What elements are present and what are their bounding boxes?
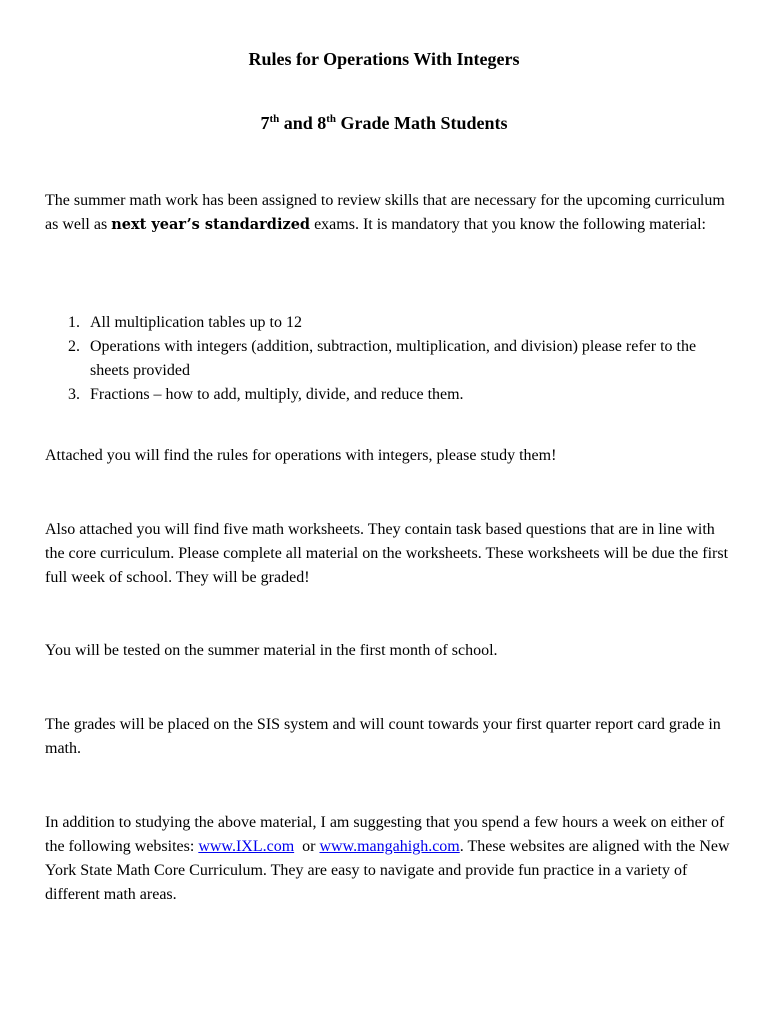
superscript-th: th: [269, 113, 280, 125]
websites-paragraph: [45, 811, 735, 907]
attached-rules-paragraph: Attached you will find the rules for operations with integers, please study them!: [45, 447, 557, 464]
list-item-text: Operations with integers (addition, subtraction, multiplication, and division) please refer to the sheets provided: [90, 338, 697, 379]
page-title: Rules for Operations With Integers: [248, 49, 520, 69]
ixl-link[interactable]: www.IXL.com: [198, 838, 295, 855]
list-item-number: 1.: [68, 314, 80, 331]
intro-text-end: exams. It is mandatory that you know the following material:: [310, 216, 706, 233]
superscript-th: th: [326, 113, 337, 125]
websites-or-text: or: [294, 838, 320, 855]
grade-eight: 8: [317, 113, 327, 133]
grades-paragraph: The grades will be placed on the SIS system and will count towards your first quarter report card grade in math.: [45, 716, 721, 757]
list-item: [45, 383, 735, 407]
intro-paragraph: [45, 189, 735, 237]
list-item-text: All multiplication tables up to 12: [90, 314, 302, 331]
list-item-text: Fractions – how to add, multiply, divide, and reduce them.: [90, 386, 464, 403]
intro-text: The summer math work has been assigned to review skills that are necessary for the upcoming curriculum as well as: [45, 192, 725, 233]
subtitle-and: and: [279, 113, 318, 133]
websites-text: In addition to studying the above material, I am suggesting that you spend a few hours a week on either of the following websites:: [45, 814, 725, 855]
list-item-number: 2.: [68, 338, 80, 355]
subtitle-rest: Grade Math Students: [336, 113, 508, 133]
intro-bold-text: next year’s standardized: [111, 216, 311, 233]
mangahigh-link[interactable]: www.mangahigh.com: [319, 838, 460, 855]
list-item: [45, 335, 735, 383]
list-item: [45, 311, 735, 335]
requirements-list: [45, 311, 735, 407]
websites-text-end: . These websites are aligned with the New York State Math Core Curriculum. They are easy to navigate and provide fun practice in a variety of different math areas.: [45, 838, 730, 903]
grade-seven: 7: [260, 113, 270, 133]
worksheets-paragraph: Also attached you will find five math worksheets. They contain task based questions that are in line with the core curriculum. Please complete all material on the worksheets. These worksheets will be due the first full week of school. They will be graded!: [45, 521, 729, 586]
tested-paragraph: You will be tested on the summer material in the first month of school.: [45, 642, 498, 659]
list-item-number: 3.: [68, 386, 80, 403]
page-subtitle: [0, 112, 768, 134]
